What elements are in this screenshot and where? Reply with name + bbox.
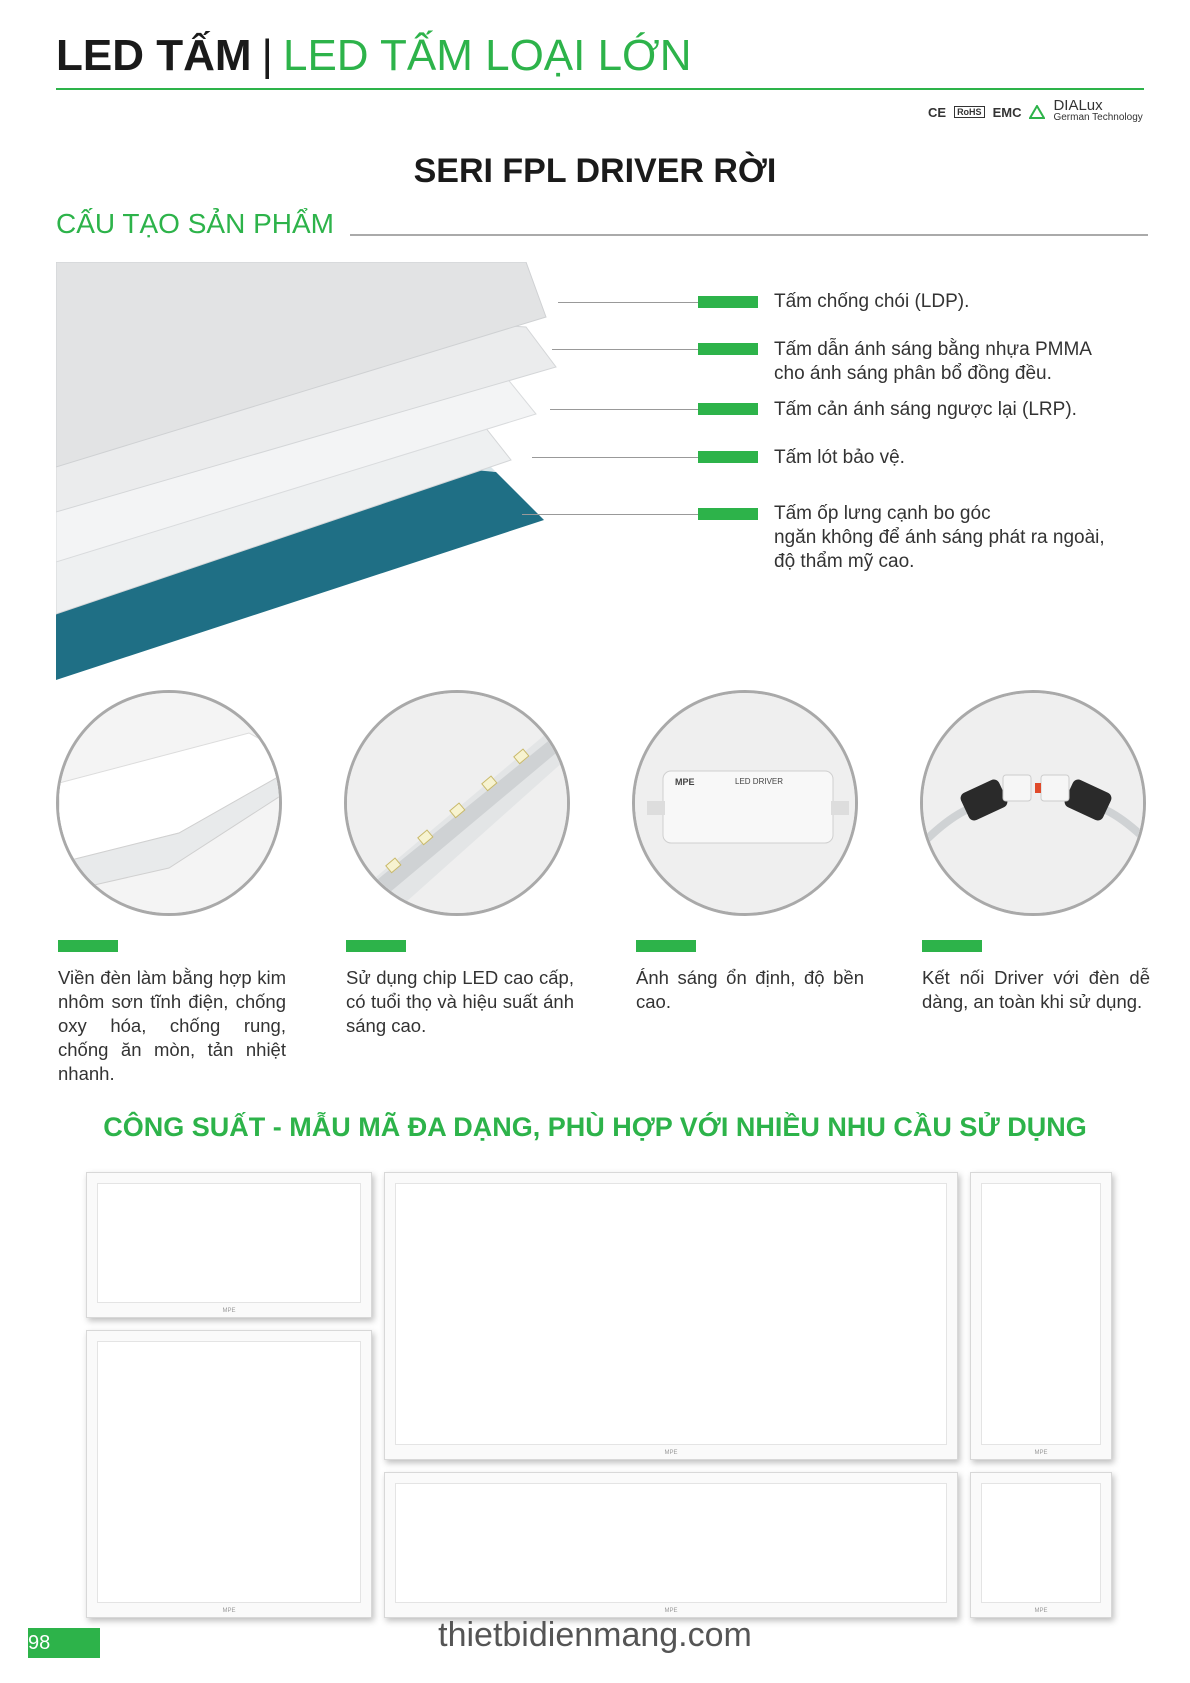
connector-image bbox=[920, 690, 1146, 916]
panel-logo: MPE bbox=[664, 1608, 678, 1614]
feature-text-4: Kết nối Driver với đèn dễ dàng, an toàn khi sử dụng. bbox=[922, 967, 1150, 1012]
emc-mark: EMC bbox=[992, 104, 1022, 120]
dialux-triangle-icon bbox=[1029, 105, 1045, 119]
certification-logos bbox=[928, 97, 1143, 124]
frame-corner-image bbox=[56, 690, 282, 916]
leader-line-5 bbox=[522, 514, 698, 515]
label-bar-3 bbox=[698, 403, 758, 415]
feature-bar-4 bbox=[922, 940, 982, 952]
feature-bar-3 bbox=[636, 940, 696, 952]
dialux-logo bbox=[1053, 97, 1143, 124]
feature-text-1: Viền đèn làm bằng hợp kim nhôm sơn tĩnh điện, chống oxy hóa, chống rung, chống ăn mòn, tản nhiệt nhanh. bbox=[58, 967, 286, 1084]
header-title-light: LED TẤM LOẠI LỚN bbox=[282, 31, 692, 80]
layer-stack-illustration bbox=[56, 262, 596, 682]
panel-logo: MPE bbox=[664, 1450, 678, 1456]
led-driver-image bbox=[632, 690, 858, 916]
feature-text-2: Sử dụng chip LED cao cấp, có tuổi thọ và hiệu suất ánh sáng cao. bbox=[346, 967, 574, 1036]
header-divider bbox=[56, 88, 1144, 90]
label-bar-4 bbox=[698, 451, 758, 463]
section-divider bbox=[350, 234, 1148, 236]
header-title-bold: LED TẤM bbox=[56, 31, 252, 80]
layer-label-5: Tấm ốp lưng cạnh bo góc ngăn không để ánh sáng phát ra ngoài, độ thẩm mỹ cao. bbox=[774, 503, 1105, 572]
panel-300x600 bbox=[86, 1172, 372, 1318]
panel-logo: MPE bbox=[222, 1608, 236, 1614]
panel-600x600 bbox=[86, 1330, 372, 1618]
panel-300x600-vertical bbox=[970, 1172, 1112, 1460]
driver-model-label: LED DRIVER bbox=[735, 777, 784, 786]
label-bar-2 bbox=[698, 343, 758, 355]
page-header bbox=[56, 28, 692, 84]
label-bar-1 bbox=[698, 296, 758, 308]
label-bar-5 bbox=[698, 508, 758, 520]
layer-label-1: Tấm chống chói (LDP). bbox=[774, 291, 970, 312]
rohs-mark: RoHS bbox=[954, 106, 985, 118]
website-watermark: thietbidienmang.com bbox=[438, 1616, 752, 1654]
layer-label-3: Tấm cản ánh sáng ngược lại (LRP). bbox=[774, 399, 1077, 420]
layer-label-2: Tấm dẫn ánh sáng bằng nhựa PMMA cho ánh sáng phân bổ đồng đều. bbox=[774, 339, 1092, 384]
dialux-brand: DIALux bbox=[1053, 97, 1103, 114]
ce-mark: CE bbox=[928, 104, 947, 120]
panel-logo: MPE bbox=[1034, 1608, 1048, 1614]
panel-logo: MPE bbox=[1034, 1450, 1048, 1456]
header-separator: | bbox=[261, 31, 273, 80]
feature-text-3: Ánh sáng ổn định, độ bền cao. bbox=[636, 967, 864, 1012]
leader-line-4 bbox=[532, 457, 698, 458]
feature-bar-1 bbox=[58, 940, 118, 952]
driver-brand-label: MPE bbox=[675, 777, 695, 787]
page-number-text: 98 bbox=[28, 1632, 51, 1654]
feature-bar-2 bbox=[346, 940, 406, 952]
series-title: SERI FPL DRIVER RỜI bbox=[413, 152, 777, 190]
layer-label-4: Tấm lót bảo vệ. bbox=[774, 447, 905, 468]
panel-600x1200 bbox=[384, 1172, 958, 1460]
leader-line-3 bbox=[550, 409, 698, 410]
section2-title: CÔNG SUẤT - MẪU MÃ ĐA DẠNG, PHÙ HỢP VỚI NHIỀU NHU CẦU SỬ DỤNG bbox=[103, 1112, 1087, 1142]
led-strip-image bbox=[344, 690, 570, 916]
panel-300x1200 bbox=[384, 1472, 958, 1618]
leader-line-1 bbox=[558, 302, 698, 303]
section-title: CẤU TẠO SẢN PHẨM bbox=[56, 208, 334, 239]
leader-line-2 bbox=[552, 349, 698, 350]
panel-logo: MPE bbox=[222, 1308, 236, 1314]
panel-300x300 bbox=[970, 1472, 1112, 1618]
dialux-sub: German Technology bbox=[1053, 112, 1143, 123]
